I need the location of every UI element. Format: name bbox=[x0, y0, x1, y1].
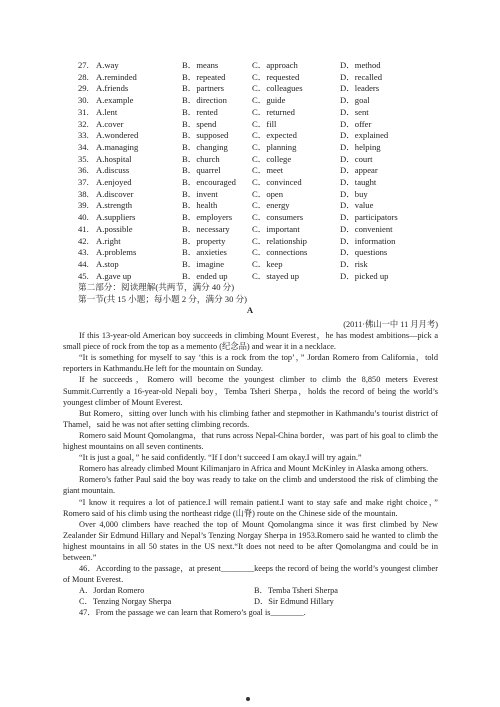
answer-option: A．Jordan Romero bbox=[79, 586, 145, 596]
option-row: 40. A.suppliers B．employers C．consumers D．participators bbox=[78, 212, 398, 223]
answer-option: D．Sir Edmund Hillary bbox=[254, 597, 334, 607]
page-marker-dot bbox=[246, 697, 250, 701]
option-row: 33. A.wondered B．supposed C．expected D．explained bbox=[78, 130, 389, 141]
question-47: 47．From the passage we can learn that Romero’s goal is________. bbox=[79, 608, 306, 618]
option-row: 36. A.discuss B．quarrel C．meet D．appear bbox=[78, 165, 378, 176]
option-row: 44. A.stop B．imagine C．keep D．risk bbox=[78, 258, 368, 269]
option-row: 41. A.possible B．necessary C．important D．convenient bbox=[78, 223, 393, 234]
paragraph: “It is something for myself to say ‘this is a rock from the top’，” Jordan Romero from California，told reporters in Kathmandu.He left for the mountain on Sunday. bbox=[63, 353, 438, 374]
option-row: 37. A.enjoyed B．encouraged C．convinced D．taught bbox=[78, 177, 377, 188]
option-row: 35. A.hospital B．church C．college D．court bbox=[78, 153, 373, 164]
paragraph: Over 4,000 climbers have reached the top of Mount Qomolangma since it was first climbed by New Zealander Sir Edmund Hillary and Nepal’s Tenzing Norgay Sherpa in 1953.Romero said he wanted to climb the highest mountains in all 50 states in the US next.“It does not need to be after Qomolangma and could be in between.” bbox=[63, 519, 438, 562]
paragraph: But Romero，sitting over lunch with his climbing father and stepmother in Kathmandu’s tourist district of Thamel，said he was not after setting climbing records. bbox=[63, 408, 438, 429]
option-row: 42. A.right B．property C．relationship D．information bbox=[78, 235, 396, 246]
paragraph: “It is just a goal，” he said confidently. “If I don’t succeed I am okay.I will try again.” bbox=[79, 453, 362, 463]
answer-option: C．Tenzing Norgay Sherpa bbox=[79, 597, 172, 607]
cloze-options bbox=[78, 60, 438, 282]
option-row: 27. A.way B．means C．approach D．method bbox=[78, 60, 381, 70]
question-46-options bbox=[63, 585, 438, 607]
paragraph: Romero’s father Paul said the boy was ready to take on the climb and understood the risk of climbing the giant mountain. bbox=[63, 475, 438, 496]
reading-passage bbox=[63, 319, 438, 619]
question-46: 46．According to the passage，at present________keeps the record of being the world’s youngest climber of Mount Everest. bbox=[63, 564, 438, 585]
subsection-heading: 第一节(共 15 小题；每小题 2 分，满分 30 分) bbox=[78, 294, 248, 304]
option-row: 43. A.problems B．anxieties C．connections D．questions bbox=[78, 247, 388, 258]
paragraph: Romero has already climbed Mount Kilimanjaro in Africa and Mount McKinley in Alaska among others. bbox=[79, 464, 429, 474]
paragraph: If he succeeds，Romero will become the youngest climber to climb the 8,850 meters Everest Summit.Currently a 16-year-old Nepali boy，Temba Tsheri Sherpa，holds the record of being the world’s youngest climber of Mount Everest. bbox=[63, 375, 438, 407]
paragraph: “I know it requires a lot of patience.I will remain patient.I want to stay safe and make right choice，” Romero said of his climb using the northeast ridge (山脊) route on the Chinese side of the mountain. bbox=[63, 497, 438, 518]
option-row: 28. A.reminded B．repeated C．requested D．recalled bbox=[78, 71, 382, 82]
passage-letter: A bbox=[246, 305, 254, 315]
answer-option: B．Temba Tsheri Sherpa bbox=[254, 586, 338, 596]
option-row: 30. A.example B．direction C．guide D．goal bbox=[78, 95, 370, 106]
section-heading: 第二部分：阅读理解(共两节，满分 40 分) bbox=[78, 282, 235, 292]
option-row: 31. A.lent B．rented C．returned D．sent bbox=[78, 106, 369, 117]
option-row: 29. A.friends B．partners C．colleagues D．leaders bbox=[78, 83, 380, 94]
option-row: 32. A.cover B．spend C．fill D．offer bbox=[78, 118, 372, 129]
option-row: 39. A.strength B．health C．energy D．value bbox=[78, 200, 374, 211]
option-row: 45. A.gave up B．ended up C．stayed up D．picked up bbox=[78, 270, 389, 281]
option-row: 34. A.managing B．changing C．planning D．helping bbox=[78, 141, 381, 152]
option-row: 38. A.discover B．invent C．open D．buy bbox=[78, 188, 368, 199]
paragraph: Romero said Mount Qomolangma，that runs across Nepal-China border，was part of his goal to climb the highest mountains on all seven continents. bbox=[63, 430, 438, 452]
passage-source: (2011·佛山一中 11 月月考) bbox=[343, 320, 438, 329]
paragraph: If this 13-year-old American boy succeeds in climbing Mount Everest，he has modest ambitions—pick a small piece of rock from the top as a memento (纪念品) and wear it in a necklace. bbox=[63, 331, 438, 352]
